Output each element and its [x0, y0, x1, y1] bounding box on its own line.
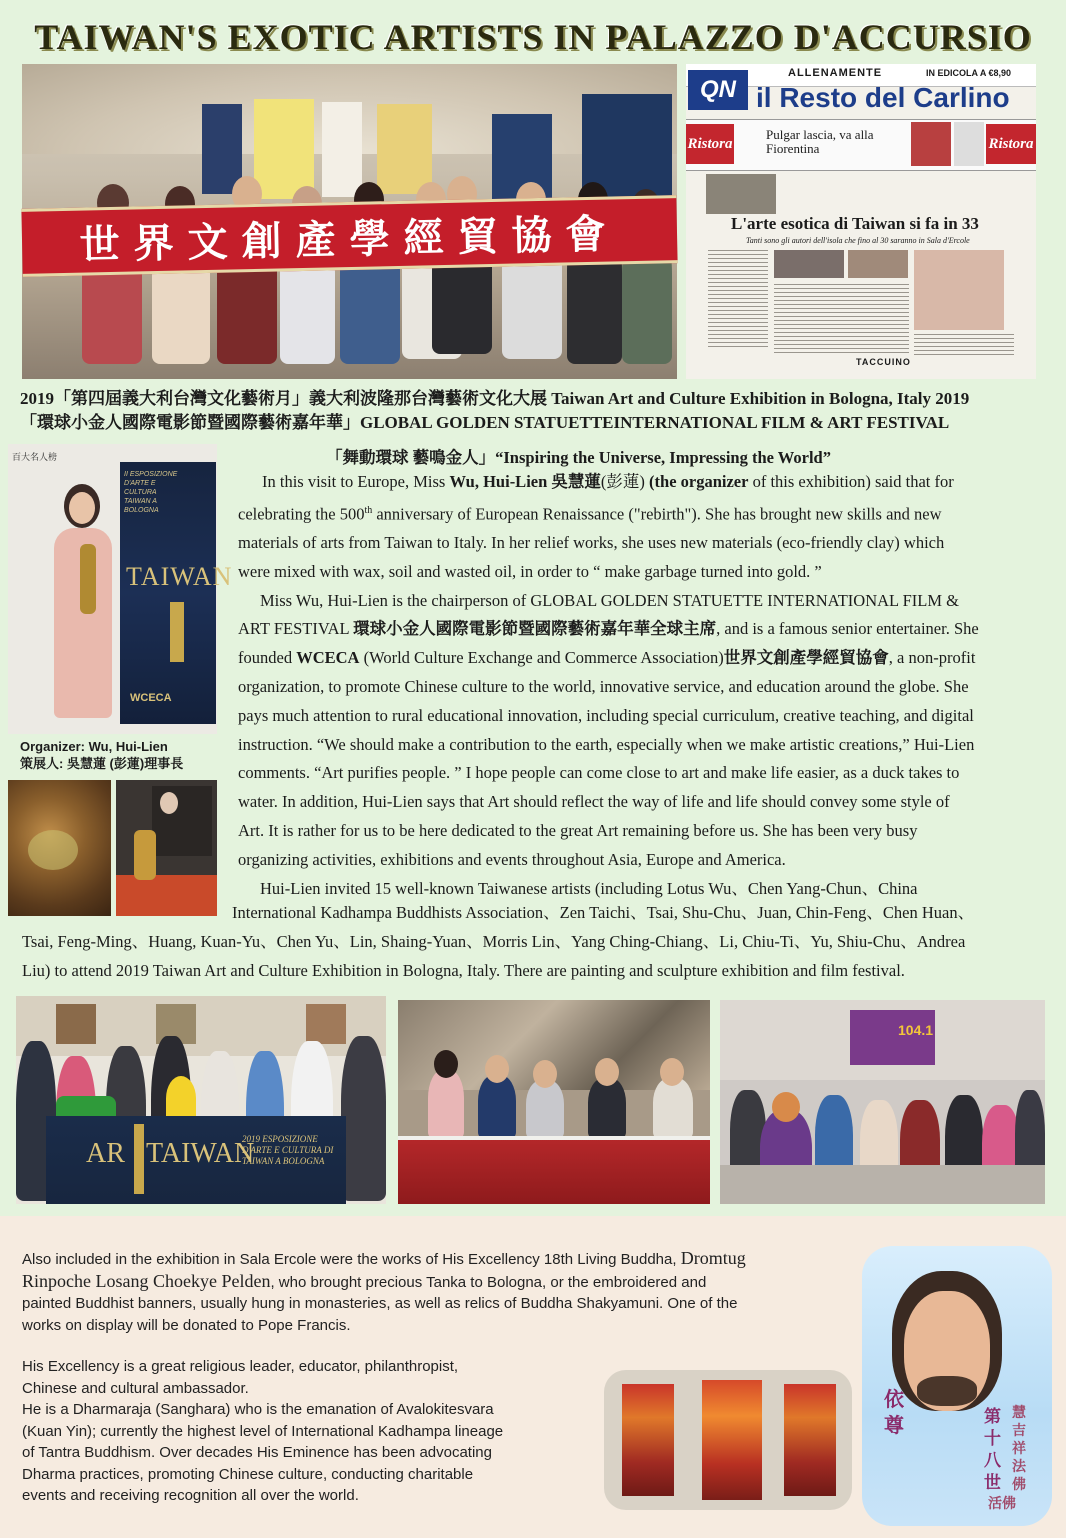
newspaper-headline-small: Pulgar lascia, va alla Fiorentina [766, 127, 874, 156]
p2-l2-pre: ART FESTIVAL [238, 619, 354, 639]
p2-l8: water. In addition, Hui-Lien says that Art should reflect the way of life and life should convey some style of [238, 792, 950, 812]
p2-l2-zh: 環球小金人國際電影節暨國際藝術嘉年華全球主席 [353, 619, 717, 639]
trophy-display-photo [116, 780, 217, 916]
bottom-p2-l1: His Excellency is a great religious leader, educator, philanthropist, [22, 1358, 459, 1375]
p1-l2-pre: celebrating the 500 [238, 504, 365, 524]
newspaper-edition: IN EDICOLA A €8,90 [926, 68, 1012, 78]
exhibition-group-photo [16, 996, 386, 1204]
poster-wceca-text: WCECA [130, 692, 172, 704]
radio-studio-photo [720, 1000, 1045, 1204]
organizer-caption-en: Organizer: Wu, Hui-Lien [20, 739, 168, 754]
poster-taiwan-text-2: TAIWAN [146, 1138, 255, 1169]
bottom-p2-l4: (Kuan Yin); currently the highest level of International Kadhampa lineage [22, 1422, 504, 1440]
p2-l9: Art. It is rather for us to be here dedicated to the great Art remaining before us. She has been very busy [238, 821, 918, 841]
bottom-p1-l3: painted Buddhist banners, usually hung in monasteries, as well as relics of Buddha Shakyamuni. One of the [22, 1295, 738, 1312]
p2-l6: instruction. “We should make a contribution to the earth, especially when we make artistic creations,” Hui-Lien [238, 734, 975, 754]
bottom-p2-l3: He is a Dharmaraja (Sanghara) who is the emanation of Avalokitesvara [22, 1401, 494, 1418]
bottom-p2-l5: of Tantra Buddhism. Over decades His Eminence has been advocating [22, 1444, 492, 1461]
portrait-col-1: 依尊 [884, 1387, 904, 1437]
relief-artwork-photo [8, 780, 111, 916]
p2-l7: comments. “Art purifies people. ” I hope people can come close to art and make life easier, as a duck takes to [238, 763, 960, 783]
association-banner: 世界文創產學經貿協會 [21, 195, 677, 277]
newspaper-header-tag: ALLENAMENTE [788, 67, 883, 79]
p2-l5: pays much attention to rural educational innovation, including special curriculum, creative teaching, and digital [238, 705, 974, 725]
poster-corner-label: 百大名人榜 [12, 453, 58, 463]
portrait-col-3: 慧吉祥法佛 [1012, 1405, 1026, 1493]
portrait-col-4: 活佛 [988, 1496, 1016, 1512]
p2-l3-pre: founded [238, 648, 297, 668]
bottom-p1-l4: works on display will be donated to Pope Francis. [22, 1316, 351, 1334]
p3-l2: International Kadhampa Buddhists Association、Zen Taichi、Tsai, Shu-Chu、Juan, Chin-Feng、Chen Huan、 [232, 903, 975, 922]
caption-line-2: 「環球小金人國際電影節暨國際藝術嘉年華」GLOBAL GOLDEN STATUETTEINTERNATIONAL FILM & ART FESTIVAL [20, 413, 950, 432]
page-title: TAIWAN'S EXOTIC ARTISTS IN PALAZZO D'ACCURSIO [34, 17, 1032, 57]
bottom-p1-pre: Also included in the exhibition in Sala Ercole were the works of His Excellency 18th Living Buddha, [22, 1251, 681, 1268]
group-poster [46, 1116, 346, 1204]
newspaper-masthead: il Resto del Carlino [756, 82, 1010, 113]
article-body [238, 468, 1058, 903]
p2-l4: organization, to promote Chinese culture to the world, innovative service, and education around the globe. She [238, 677, 969, 697]
bottom-p1-post1: , who brought precious Tanka to Bologna, or the embroidered and [270, 1273, 707, 1291]
radio-station-sign: 104.1 [898, 1022, 934, 1038]
p2-l3-mid: (World Culture Exchange and Commerce Association) [359, 648, 724, 668]
newspaper-side-left: Ristora [686, 124, 734, 164]
poster-art-text: AR [86, 1138, 125, 1169]
rinpoche-name-1: Dromtug [680, 1248, 746, 1268]
organizer-photo [8, 444, 233, 734]
poster-taiwan-text: TAIWAN [126, 562, 233, 591]
organizer-alias: (彭蓮) [600, 472, 645, 491]
p3-l4: Liu) to attend 2019 Taiwan Art and Culture Exhibition in Bologna, Italy. There are painting and sculpture exhibition and film festival. [22, 961, 905, 980]
p3-l1: Hui-Lien invited 15 well-known Taiwanese artists (including Lotus Wu、Chen Yang-Chun、China [260, 878, 918, 898]
rinpoche-name-2: Rinpoche Losang Choekye Pelden [22, 1270, 271, 1291]
p2-l3-zh: 世界文創產學經貿協會 [723, 648, 889, 668]
portrait-col-2: 第十八世 [984, 1407, 1001, 1493]
p2-l10: organizing activities, exhibitions and events throughout Asia, Europe and America. [238, 849, 786, 869]
bottom-p2-l6: Dharma practices, promoting Chinese culture, conducting charitable [22, 1465, 474, 1483]
p2-l3-post: , a non-profit [888, 648, 976, 668]
newspaper-footer-tag: TACCUINO [856, 357, 911, 367]
group-banner-photo [22, 64, 677, 379]
newspaper-side-right: Ristora [986, 124, 1036, 164]
qn-logo: QN [688, 70, 748, 110]
caption-line-1: 2019「第四屆義大利台灣文化藝術月」義大利波隆那台灣藝術文化大展 Taiwan Art and Culture Exhibition in Bologna, Italy 2019 [20, 389, 970, 408]
exhibition-poster [120, 462, 233, 724]
p1-l1-post: of this exhibition) said that for [748, 472, 954, 491]
rinpoche-portrait [862, 1246, 1052, 1526]
article-subtitle: 「舞動環球 藝鳴金人」“Inspiring the Universe, Impressing the World” [326, 448, 831, 467]
bottom-p2-l2: Chinese and cultural ambassador. [22, 1379, 249, 1397]
bottom-p2-l7: events and receiving recognition all over the world. [22, 1487, 359, 1504]
newspaper-subhead: Tanti sono gli autori dell'isola che fino al 30 saranno in Sala d'Ercole [746, 236, 970, 245]
p1-l4: were mixed with wax, soil and wasted oil, in order to “ make garbage turned into gold. ” [238, 561, 822, 581]
poster-top-text: II ESPOSIZIONE D'ARTE E CULTURA TAIWAN A BOLOGNA [124, 471, 178, 514]
p2-l3-wceca: WCECA [296, 648, 360, 668]
p2-l2-post: , and is a famous senior entertainer. She [716, 619, 979, 639]
p1-l2-sup: th [364, 504, 373, 516]
p1-l3: materials of arts from Taiwan to Italy. In her relief works, she uses new materials (eco-friendly clay) which [238, 533, 945, 553]
press-conference-photo [398, 1000, 710, 1204]
organizer-role: (the organizer [649, 472, 749, 491]
organizer-name: Wu, Hui-Lien 吳慧蓮 [449, 472, 601, 491]
newspaper-clipping [686, 64, 1036, 379]
poster-sub-text: 2019 ESPOSIZIONE D'ARTE E CULTURA DI TAIWAN A BOLOGNA [242, 1134, 334, 1166]
organizer-caption-zh: 策展人: 吳慧蓮 (彭蓮)理事長 [20, 756, 184, 771]
tanka-photo [604, 1370, 852, 1510]
p2-l1: Miss Wu, Hui-Lien is the chairperson of GLOBAL GOLDEN STATUETTE INTERNATIONAL FILM & [260, 590, 960, 610]
p3-l3: Tsai, Feng-Ming、Huang, Kuan-Yu、Chen Yu、Lin, Shaing-Yuan、Morris Lin、Yang Ching-Chiang、Li, Chiu-Ti、Yu, Shiu-Chu、Andrea [22, 932, 966, 951]
p1-l2-post: anniversary of European Renaissance ("rebirth"). She has brought new skills and new [372, 504, 942, 524]
bottom-panel [0, 1216, 1066, 1538]
p1-l1-pre: In this visit to Europe, Miss [262, 472, 450, 491]
newspaper-headline: L'arte esotica di Taiwan si fa in 33 [731, 214, 979, 233]
